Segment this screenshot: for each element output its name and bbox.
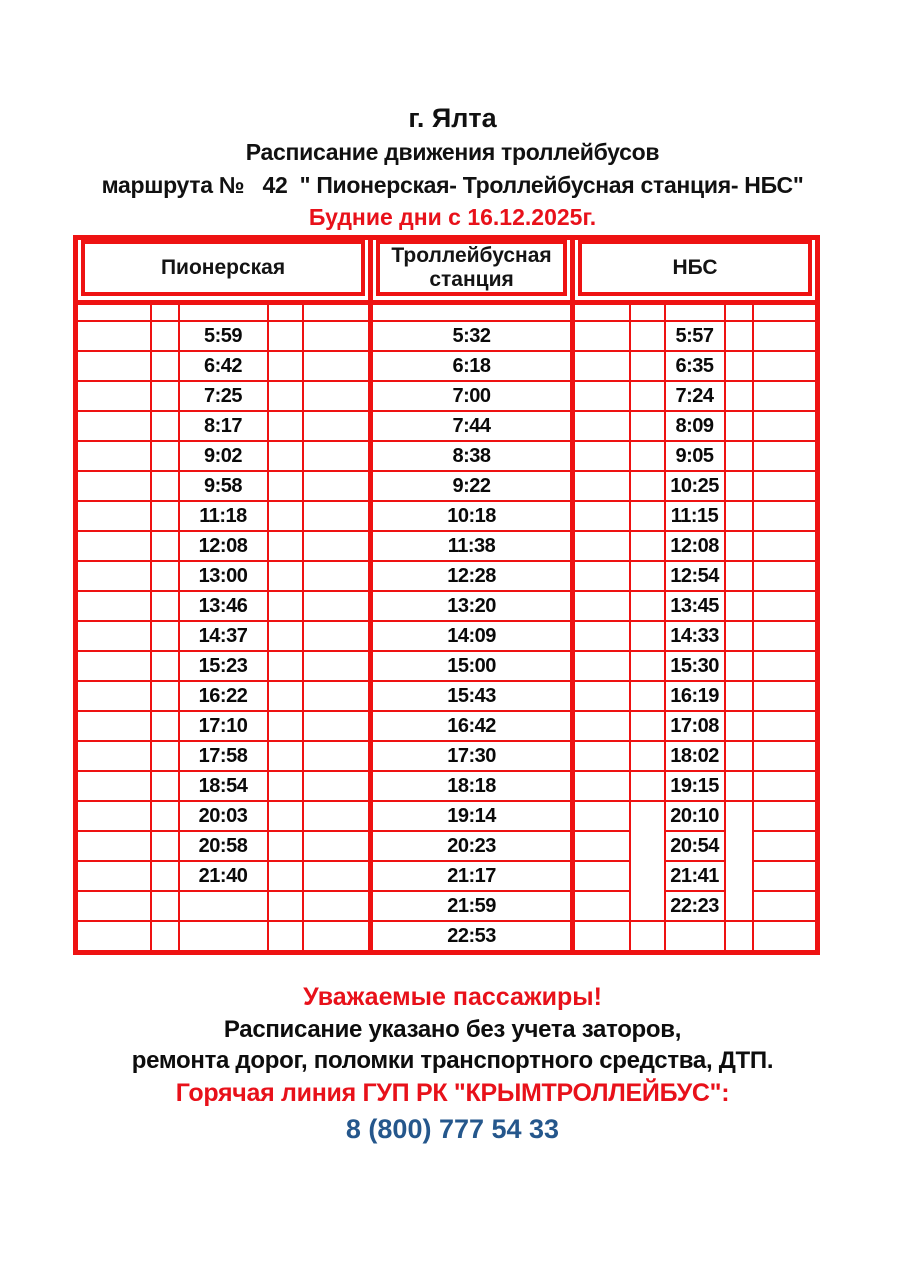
grid-cell — [725, 351, 753, 381]
notice-title: Уважаемые пассажиры! — [303, 983, 602, 1011]
time-cell: 11:38 — [371, 531, 573, 561]
grid-cell — [303, 441, 371, 471]
grid-cell — [268, 471, 303, 501]
time-cell: 21:17 — [371, 861, 573, 891]
grid-cell — [268, 651, 303, 681]
grid-cell — [630, 501, 665, 531]
time-cell: 12:28 — [371, 561, 573, 591]
time-cell: 9:05 — [665, 441, 725, 471]
column-header-pionerskaya: Пионерская — [81, 240, 365, 296]
header-cell-pionerskaya — [76, 238, 371, 303]
grid-cell — [573, 303, 630, 322]
time-cell: 17:58 — [179, 741, 268, 771]
grid-cell — [573, 651, 630, 681]
header-row — [76, 238, 818, 303]
grid-cell — [268, 351, 303, 381]
grid-cell — [151, 303, 179, 322]
grid-cell — [630, 531, 665, 561]
grid-cell — [76, 351, 151, 381]
time-cell: 20:10 — [665, 801, 725, 831]
grid-cell — [725, 711, 753, 741]
grid-cell — [268, 861, 303, 891]
grid-cell — [151, 351, 179, 381]
grid-cell — [151, 411, 179, 441]
grid-cell — [76, 591, 151, 621]
grid-cell — [303, 531, 371, 561]
grid-cell — [573, 441, 630, 471]
header-cell-nbs — [573, 238, 818, 303]
grid-cell — [76, 651, 151, 681]
time-cell: 20:23 — [371, 831, 573, 861]
grid-cell — [151, 381, 179, 411]
grid-cell — [573, 351, 630, 381]
schedule-row — [76, 531, 818, 561]
grid-cell — [753, 501, 818, 531]
grid-cell — [76, 891, 151, 921]
column-header-trolleybus-station: Троллейбусная станция — [376, 240, 567, 296]
time-cell: 17:10 — [179, 711, 268, 741]
time-cell: 21:41 — [665, 861, 725, 891]
time-cell: 16:42 — [371, 711, 573, 741]
schedule-row — [76, 651, 818, 681]
grid-cell — [753, 441, 818, 471]
grid-cell — [753, 651, 818, 681]
grid-cell — [725, 621, 753, 651]
grid-cell — [268, 891, 303, 921]
time-cell — [179, 891, 268, 921]
grid-cell — [179, 303, 268, 322]
grid-cell — [303, 621, 371, 651]
schedule-row — [76, 321, 818, 351]
grid-cell — [630, 651, 665, 681]
time-cell: 16:22 — [179, 681, 268, 711]
grid-cell — [303, 711, 371, 741]
schedule-row — [76, 891, 818, 921]
document-header — [0, 100, 905, 232]
schedule-table — [73, 235, 820, 955]
grid-cell — [268, 621, 303, 651]
grid-cell — [725, 381, 753, 411]
grid-cell — [573, 741, 630, 771]
grid-cell — [303, 681, 371, 711]
grid-cell — [753, 471, 818, 501]
grid-cell — [268, 681, 303, 711]
grid-cell — [753, 711, 818, 741]
time-cell: 9:58 — [179, 471, 268, 501]
grid-cell — [76, 303, 151, 322]
schedule-row — [76, 591, 818, 621]
time-cell: 17:08 — [665, 711, 725, 741]
schedule-row — [76, 741, 818, 771]
grid-cell — [573, 531, 630, 561]
grid-cell — [76, 861, 151, 891]
time-cell: 13:20 — [371, 591, 573, 621]
grid-cell — [753, 741, 818, 771]
grid-cell — [725, 471, 753, 501]
grid-cell — [573, 501, 630, 531]
time-cell: 6:35 — [665, 351, 725, 381]
grid-cell — [303, 501, 371, 531]
time-cell: 7:24 — [665, 381, 725, 411]
grid-cell — [753, 351, 818, 381]
time-cell: 7:44 — [371, 411, 573, 441]
grid-cell — [725, 501, 753, 531]
grid-cell — [151, 681, 179, 711]
grid-cell — [630, 471, 665, 501]
grid-cell — [76, 771, 151, 801]
schedule-row — [76, 621, 818, 651]
grid-cell — [268, 921, 303, 953]
grid-cell — [303, 921, 371, 953]
grid-cell — [151, 501, 179, 531]
grid-cell — [725, 681, 753, 711]
grid-cell — [268, 771, 303, 801]
grid-cell — [268, 741, 303, 771]
grid-cell — [151, 741, 179, 771]
grid-cell — [76, 471, 151, 501]
time-cell: 13:45 — [665, 591, 725, 621]
grid-cell — [268, 501, 303, 531]
grid-cell — [151, 621, 179, 651]
grid-cell — [268, 441, 303, 471]
grid-cell — [630, 591, 665, 621]
grid-cell — [151, 651, 179, 681]
city-title: г. Ялта — [408, 103, 497, 133]
grid-cell — [76, 681, 151, 711]
time-cell: 9:02 — [179, 441, 268, 471]
time-cell — [179, 921, 268, 953]
grid-cell — [151, 771, 179, 801]
grid-cell — [76, 411, 151, 441]
time-cell: 22:53 — [371, 921, 573, 953]
grid-cell — [630, 441, 665, 471]
grid-cell — [630, 801, 665, 921]
grid-cell — [303, 771, 371, 801]
grid-cell — [151, 441, 179, 471]
grid-cell — [753, 303, 818, 322]
column-header-nbs: НБС — [578, 240, 812, 296]
schedule-row — [76, 351, 818, 381]
grid-cell — [303, 561, 371, 591]
grid-cell — [371, 303, 573, 322]
grid-cell — [753, 531, 818, 561]
grid-cell — [151, 471, 179, 501]
hotline-phone: 8 (800) 777 54 33 — [345, 1114, 560, 1144]
grid-cell — [151, 921, 179, 953]
grid-cell — [725, 303, 753, 322]
grid-cell — [630, 411, 665, 441]
grid-cell — [268, 303, 303, 322]
time-cell: 19:15 — [665, 771, 725, 801]
schedule-row — [76, 471, 818, 501]
grid-cell — [753, 891, 818, 921]
grid-cell — [151, 561, 179, 591]
schedule-row — [76, 681, 818, 711]
grid-cell — [630, 921, 665, 953]
grid-cell — [573, 621, 630, 651]
time-cell: 17:30 — [371, 741, 573, 771]
grid-cell — [76, 921, 151, 953]
grid-cell — [573, 921, 630, 953]
time-cell: 14:09 — [371, 621, 573, 651]
notice-line-2: ремонта дорог, поломки транспортного средства, ДТП. — [131, 1047, 774, 1074]
grid-cell — [725, 921, 753, 953]
grid-cell — [630, 771, 665, 801]
grid-cell — [303, 591, 371, 621]
grid-cell — [303, 411, 371, 441]
grid-cell — [630, 321, 665, 351]
document-footer — [0, 980, 905, 1148]
time-cell: 11:15 — [665, 501, 725, 531]
grid-cell — [303, 831, 371, 861]
grid-cell — [151, 891, 179, 921]
schedule-row — [76, 411, 818, 441]
schedule-row — [76, 771, 818, 801]
grid-cell — [76, 831, 151, 861]
grid-cell — [268, 561, 303, 591]
time-cell: 9:22 — [371, 471, 573, 501]
grid-cell — [268, 801, 303, 831]
grid-cell — [753, 921, 818, 953]
grid-cell — [573, 411, 630, 441]
grid-cell — [303, 351, 371, 381]
grid-cell — [76, 531, 151, 561]
grid-cell — [725, 741, 753, 771]
grid-cell — [303, 891, 371, 921]
grid-cell — [725, 321, 753, 351]
time-cell: 7:00 — [371, 381, 573, 411]
grid-cell — [76, 741, 151, 771]
grid-cell — [303, 471, 371, 501]
time-cell: 10:18 — [371, 501, 573, 531]
time-cell: 15:30 — [665, 651, 725, 681]
grid-cell — [268, 321, 303, 351]
time-cell: 13:46 — [179, 591, 268, 621]
grid-cell — [753, 681, 818, 711]
time-cell: 8:38 — [371, 441, 573, 471]
grid-cell — [573, 591, 630, 621]
schedule-row — [76, 711, 818, 741]
grid-cell — [573, 561, 630, 591]
grid-cell — [725, 801, 753, 921]
time-cell: 5:59 — [179, 321, 268, 351]
grid-cell — [268, 411, 303, 441]
grid-cell — [303, 801, 371, 831]
grid-cell — [76, 561, 151, 591]
time-cell: 16:19 — [665, 681, 725, 711]
time-cell: 12:08 — [665, 531, 725, 561]
grid-cell — [630, 303, 665, 322]
grid-cell — [573, 891, 630, 921]
grid-cell — [630, 711, 665, 741]
schedule-row — [76, 501, 818, 531]
time-cell: 8:17 — [179, 411, 268, 441]
grid-cell — [76, 621, 151, 651]
grid-cell — [725, 591, 753, 621]
grid-cell — [76, 381, 151, 411]
grid-cell — [268, 591, 303, 621]
schedule-table-wrapper — [73, 235, 820, 955]
route-title: маршрута № 42 " Пионерская- Троллейбусная станция- НБС" — [101, 172, 804, 198]
grid-cell — [753, 591, 818, 621]
time-cell: 11:18 — [179, 501, 268, 531]
grid-cell — [76, 711, 151, 741]
notice-line-1: Расписание указано без учета заторов, — [223, 1016, 682, 1043]
grid-cell — [573, 711, 630, 741]
grid-cell — [753, 861, 818, 891]
grid-cell — [151, 801, 179, 831]
grid-cell — [303, 861, 371, 891]
grid-cell — [268, 381, 303, 411]
grid-cell — [151, 591, 179, 621]
time-cell: 14:33 — [665, 621, 725, 651]
schedule-row — [76, 801, 818, 831]
time-cell: 13:00 — [179, 561, 268, 591]
time-cell: 15:00 — [371, 651, 573, 681]
time-cell: 20:58 — [179, 831, 268, 861]
time-cell: 12:54 — [665, 561, 725, 591]
grid-cell — [268, 831, 303, 861]
grid-cell — [76, 441, 151, 471]
grid-cell — [753, 381, 818, 411]
spacer-row — [76, 303, 818, 322]
grid-cell — [725, 531, 753, 561]
grid-cell — [151, 831, 179, 861]
grid-cell — [630, 351, 665, 381]
schedule-row — [76, 381, 818, 411]
time-cell: 8:09 — [665, 411, 725, 441]
schedule-row — [76, 441, 818, 471]
grid-cell — [573, 381, 630, 411]
grid-cell — [76, 501, 151, 531]
time-cell: 5:32 — [371, 321, 573, 351]
grid-cell — [725, 441, 753, 471]
time-cell: 6:18 — [371, 351, 573, 381]
schedule-title: Расписание движения троллейбусов — [245, 139, 660, 165]
grid-cell — [753, 621, 818, 651]
grid-cell — [573, 801, 630, 831]
time-cell: 18:54 — [179, 771, 268, 801]
grid-cell — [725, 771, 753, 801]
grid-cell — [573, 471, 630, 501]
time-cell: 12:08 — [179, 531, 268, 561]
time-cell: 15:23 — [179, 651, 268, 681]
grid-cell — [151, 321, 179, 351]
grid-cell — [630, 681, 665, 711]
grid-cell — [725, 651, 753, 681]
time-cell: 14:37 — [179, 621, 268, 651]
time-cell: 18:18 — [371, 771, 573, 801]
time-cell: 20:54 — [665, 831, 725, 861]
grid-cell — [573, 681, 630, 711]
grid-cell — [268, 531, 303, 561]
grid-cell — [630, 561, 665, 591]
grid-cell — [630, 621, 665, 651]
grid-cell — [665, 303, 725, 322]
header-cell-trolleybus-station — [371, 238, 573, 303]
time-cell: 5:57 — [665, 321, 725, 351]
schedule-row — [76, 561, 818, 591]
grid-cell — [753, 321, 818, 351]
grid-cell — [573, 861, 630, 891]
grid-cell — [303, 651, 371, 681]
time-cell: 20:03 — [179, 801, 268, 831]
grid-cell — [630, 381, 665, 411]
grid-cell — [151, 711, 179, 741]
validity-note: Будние дни с 16.12.2025г. — [308, 204, 597, 230]
grid-cell — [76, 801, 151, 831]
schedule-row — [76, 861, 818, 891]
grid-cell — [303, 741, 371, 771]
grid-cell — [753, 831, 818, 861]
time-cell: 15:43 — [371, 681, 573, 711]
time-cell — [665, 921, 725, 953]
time-cell: 7:25 — [179, 381, 268, 411]
grid-cell — [630, 741, 665, 771]
time-cell: 19:14 — [371, 801, 573, 831]
grid-cell — [573, 321, 630, 351]
grid-cell — [753, 561, 818, 591]
grid-cell — [753, 411, 818, 441]
grid-cell — [725, 561, 753, 591]
grid-cell — [151, 531, 179, 561]
grid-cell — [76, 321, 151, 351]
grid-cell — [573, 771, 630, 801]
schedule-row — [76, 831, 818, 861]
time-cell: 10:25 — [665, 471, 725, 501]
time-cell: 21:59 — [371, 891, 573, 921]
grid-cell — [753, 801, 818, 831]
time-cell: 22:23 — [665, 891, 725, 921]
grid-cell — [303, 321, 371, 351]
grid-cell — [725, 411, 753, 441]
schedule-row — [76, 921, 818, 953]
time-cell: 21:40 — [179, 861, 268, 891]
grid-cell — [151, 861, 179, 891]
grid-cell — [303, 381, 371, 411]
grid-cell — [753, 771, 818, 801]
time-cell: 6:42 — [179, 351, 268, 381]
grid-cell — [303, 303, 371, 322]
hotline-label: Горячая линия ГУП РК "КРЫМТРОЛЛЕЙБУС": — [175, 1079, 730, 1107]
time-cell: 18:02 — [665, 741, 725, 771]
grid-cell — [268, 711, 303, 741]
grid-cell — [573, 831, 630, 861]
